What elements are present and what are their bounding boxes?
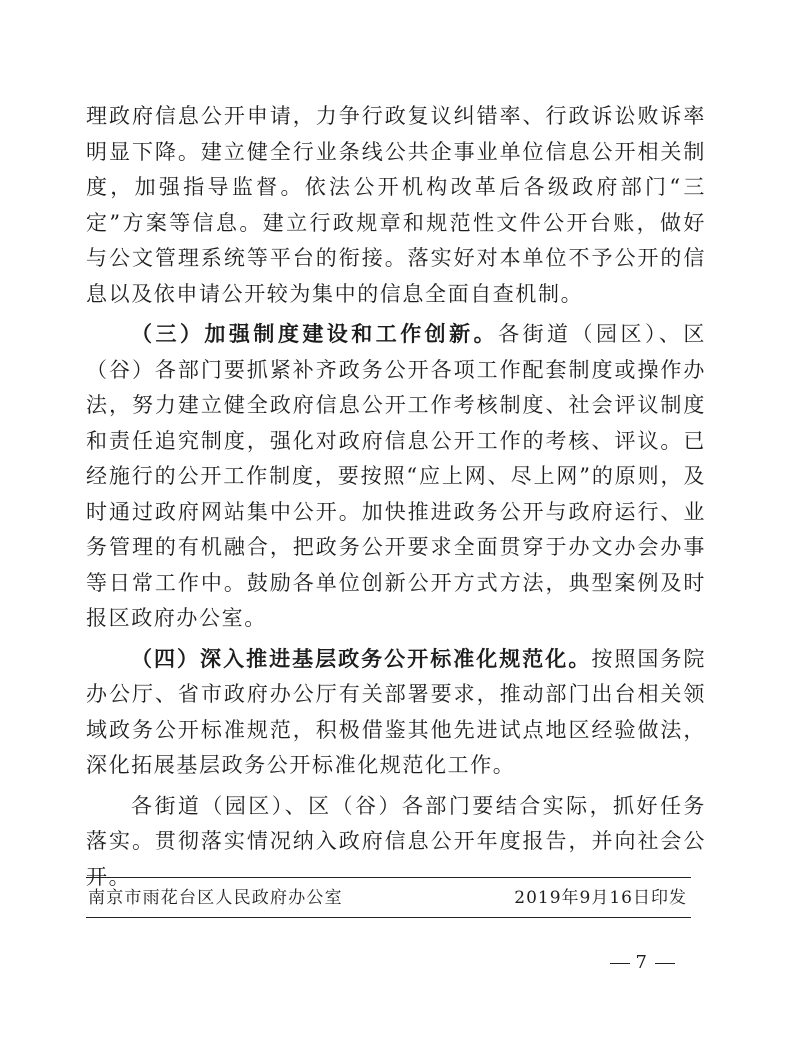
- footer-issuer: 南京市雨花台区人民政府办公室: [88, 888, 343, 908]
- paragraph-text: 各街道（园区）、区（谷）各部门要结合实际，抓好任务落实。贯彻落实情况纳入政府信息公开年度报告，并向社会公开。: [86, 793, 706, 889]
- paragraph-heading: （四）深入推进基层政务公开标准化规范化。: [131, 645, 592, 671]
- paragraph-text: 各街道（园区）、区（谷）各部门要抓紧补齐政务公开各项工作配套制度或操作办法，努力建立健全政府信息公开工作考核制度、社会评议制度和责任追究制度，强化对政府信息公开工作的考核、评议。已经施行的公开工作制度，要按照“应上网、尽上网”的原则，及时通过政府网站集中公开。加快推进政务公开与政府运行、业务管理的有机融合，把政务公开要求全面贯穿于办文办会办事等日常工作中。鼓励各单位创新公开方式方法，典型案例及时报区政府办公室。: [86, 322, 706, 630]
- paragraph-text: 按照国务院办公厅、省市政府办公厅有关部署要求，推动部门出台相关领域政务公开标准规范，积极借鉴其他先进试点地区经验做法，深化拓展基层政务公开标准化规范化工作。: [86, 646, 707, 777]
- paragraph-text: 理政府信息公开申请，力争行政复议纠错率、行政诉讼败诉率明显下降。建立健全行业条线公共企事业单位信息公开相关制度，加强指导监督。依法公开机构改革后各级政府部门“三定”方案等信息。建立行政规章和规范性文件公开台账，做好与公文管理系统等平台的衔接。落实好对本单位不予公开的信息以及依申请公开较为集中的信息全面自查机制。: [86, 104, 706, 306]
- paragraph-2: [86, 316, 706, 637]
- paragraph-heading: （三）加强制度建设和工作创新。: [131, 321, 499, 346]
- paragraph-4: [86, 788, 706, 896]
- paragraph-3: [86, 641, 706, 784]
- page-number: [604, 952, 681, 973]
- footer-top-rule: [86, 877, 691, 878]
- footer-bottom-rule: [86, 917, 691, 918]
- page-number-dash-left: [610, 963, 630, 964]
- page-number-dash-right: [655, 963, 675, 964]
- footer-issue-date: 2019年9月16日印发: [514, 888, 687, 908]
- paragraph-1: [86, 98, 706, 312]
- document-body: [86, 98, 706, 895]
- page-number-value: 7: [635, 952, 649, 973]
